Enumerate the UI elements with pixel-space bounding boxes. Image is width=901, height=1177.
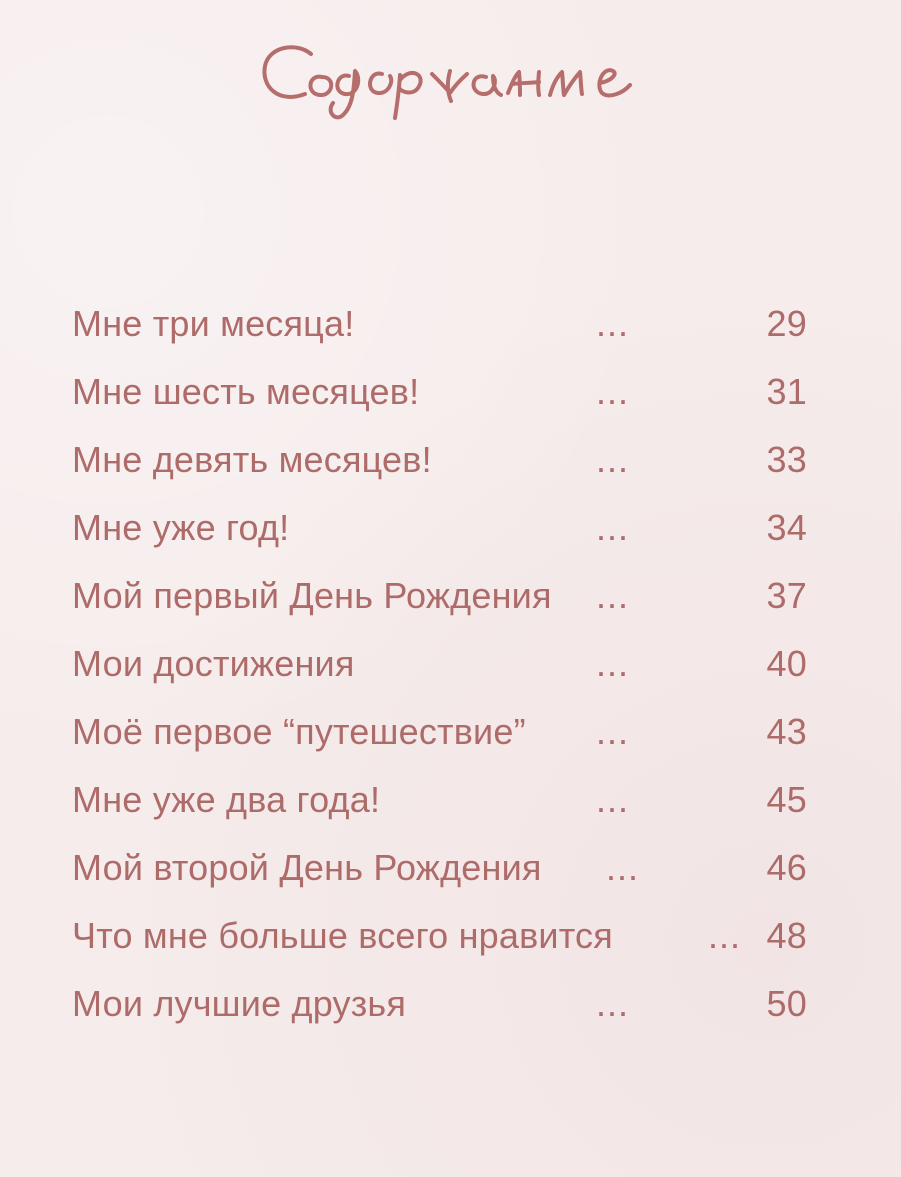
toc-entry-title: Мне девять месяцев!	[72, 439, 432, 480]
toc-leader-dots: ...	[596, 983, 630, 1024]
toc-page-number: 45	[766, 779, 807, 820]
toc-entry-title: Что мне больше всего нравится	[72, 915, 613, 956]
toc-entry-title: Мой второй День Рождения	[72, 847, 542, 888]
toc-entry-title: Мой первый День Рождения	[72, 575, 552, 616]
toc-entry[interactable]	[0, 698, 901, 766]
toc-leader-dots: ...	[596, 643, 630, 684]
toc-leader-dots: ...	[596, 371, 630, 412]
toc-leader-dots: ...	[596, 439, 630, 480]
toc-page-number: 50	[766, 983, 807, 1024]
toc-entry[interactable]	[0, 630, 901, 698]
toc-entry-title: Мне три месяца!	[72, 303, 355, 344]
toc-page-number: 34	[766, 507, 807, 548]
toc-leader-dots: ...	[596, 303, 630, 344]
toc-entry[interactable]	[0, 766, 901, 834]
toc-leader-dots: ...	[708, 915, 742, 956]
toc-entry[interactable]	[0, 970, 901, 1038]
toc-entry-title: Мои лучшие друзья	[72, 983, 407, 1024]
toc-entry-title: Мне уже год!	[72, 507, 290, 548]
toc-entry[interactable]	[0, 494, 901, 562]
toc-page-number: 33	[766, 439, 807, 480]
toc-entry[interactable]	[0, 834, 901, 902]
toc-entry-title: Моё первое “путешествие”	[72, 711, 526, 752]
toc-page-number: 29	[766, 303, 807, 344]
toc-page-number: 31	[766, 371, 807, 412]
toc-page-number: 48	[766, 915, 807, 956]
toc-page-number: 46	[766, 847, 807, 888]
toc-page-number: 37	[766, 575, 807, 616]
toc-entry-title: Мне шесть месяцев!	[72, 371, 420, 412]
toc-page-number: 43	[766, 711, 807, 752]
toc-entry[interactable]	[0, 426, 901, 494]
toc-entry[interactable]	[0, 902, 901, 970]
toc-entry[interactable]	[0, 562, 901, 630]
toc-leader-dots: ...	[596, 711, 630, 752]
toc-entry[interactable]	[0, 290, 901, 358]
toc-entry[interactable]	[0, 358, 901, 426]
toc-leader-dots: ...	[596, 575, 630, 616]
toc-leader-dots: ...	[606, 847, 640, 888]
toc-leader-dots: ...	[596, 779, 630, 820]
toc-page-number: 40	[766, 643, 807, 684]
toc-entry-title: Мои достижения	[72, 643, 355, 684]
toc-leader-dots: ...	[596, 507, 630, 548]
toc-entry-title: Мне уже два года!	[72, 779, 381, 820]
